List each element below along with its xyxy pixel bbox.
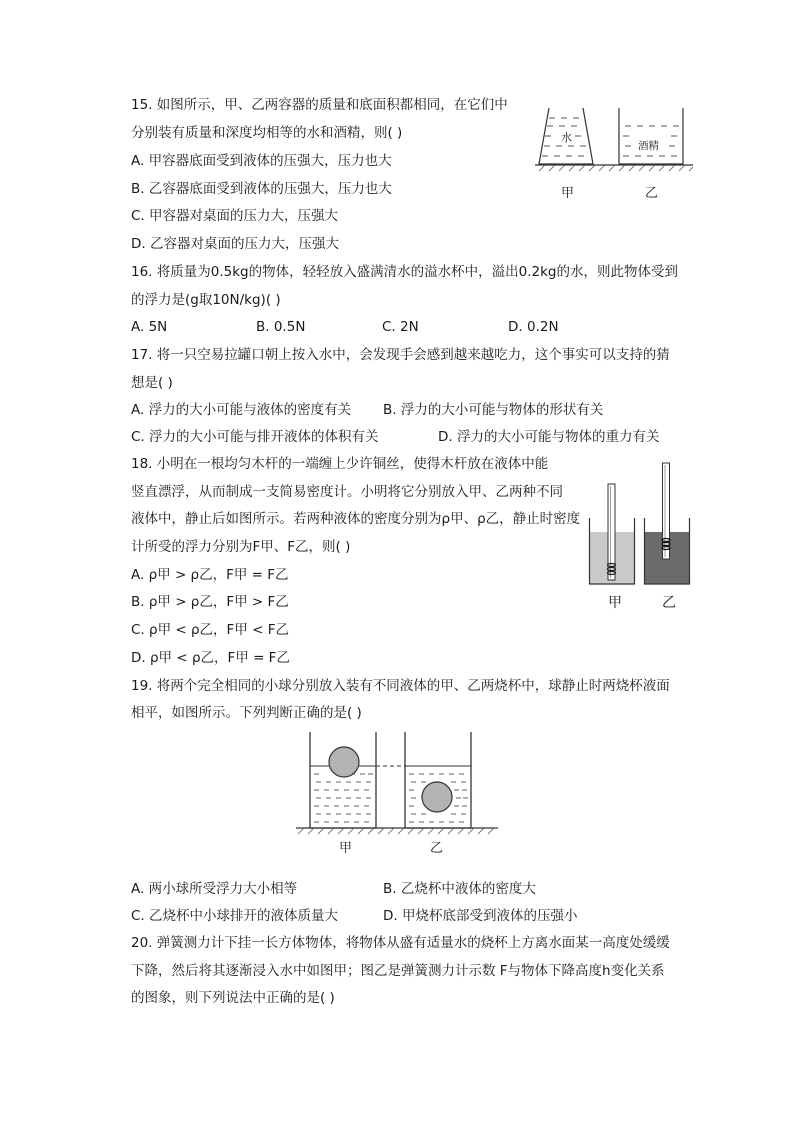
ball-yi (422, 782, 452, 812)
q18-stem-line3: 液体中，静止后如图所示。若两种液体的密度分别为ρ甲、ρ乙，静止时密度 (131, 511, 581, 527)
q19-option-b: B. 乙烧杯中液体的密度大 (383, 881, 536, 897)
q15-stem-line2: 分别装有质量和深度均相等的水和酒精，则( ) (131, 125, 403, 141)
water-label: 水 (561, 131, 572, 144)
q18-option-d: D. ρ甲 < ρ乙，F甲 = F乙 (131, 650, 290, 666)
ball-jia (329, 747, 359, 777)
q16-option-d: D. 0.2N (508, 319, 559, 335)
q16-option-c: C. 2N (382, 319, 419, 335)
q18-hydrometer-figure (584, 460, 694, 590)
q17-option-d: D. 浮力的大小可能与物体的重力有关 (438, 429, 660, 445)
q19-stem-line2: 相平，如图所示。下列判断正确的是( ) (131, 705, 362, 721)
q16-stem-line1: 16. 将质量为0.5kg的物体，轻轻放入盛满清水的溢水杯中，溢出0.2kg的水，则此物体受到 (131, 264, 678, 280)
q19-label-jia: 甲 (339, 841, 353, 856)
q18-label-yi: 乙 (662, 595, 676, 611)
q15-stem-line1: 15. 如图所示，甲、乙两容器的质量和底面积都相同，在它们中 (131, 97, 508, 113)
q15-option-b: B. 乙容器底面受到液体的压强大，压力也大 (131, 181, 392, 197)
q18-option-b: B. ρ甲 > ρ乙，F甲 > F乙 (131, 594, 289, 610)
q20-stem-line2: 下降，然后将其逐渐浸入水中如图甲；图乙是弹簧测力计示数 F与物体下降高度h变化关系 (131, 963, 665, 979)
q18-option-a: A. ρ甲 > ρ乙，F甲 = F乙 (131, 567, 289, 583)
q19-stem-line1: 19. 将两个完全相同的小球分别放入装有不同液体的甲、乙两烧杯中，球静止时两烧杯液面 (131, 678, 670, 694)
q18-stem-line1: 18. 小明在一根均匀木杆的一端缠上少许铜丝，使得木杆放在液体中能 (131, 456, 549, 472)
q18-option-c: C. ρ甲 < ρ乙，F甲 < F乙 (131, 622, 289, 638)
q20-stem-line1: 20. 弹簧测力计下挂一长方体物体，将物体从盛有适量水的烧杯上方离水面某一高度处缓缓 (131, 935, 670, 951)
q19-beakers-figure (294, 730, 500, 836)
q15-label-yi: 乙 (645, 186, 659, 201)
q15-option-d: D. 乙容器对桌面的压力大，压强大 (131, 236, 339, 252)
q15-containers-figure (535, 100, 695, 172)
q17-stem-line2: 想是( ) (131, 375, 173, 391)
q16-stem-line2: 的浮力是(g取10N/kg)( ) (131, 292, 281, 308)
q19-option-a: A. 两小球所受浮力大小相等 (131, 881, 298, 897)
q15-label-jia: 甲 (561, 186, 575, 201)
q16-option-b: B. 0.5N (256, 319, 306, 335)
q17-option-a: A. 浮力的大小可能与液体的密度有关 (131, 402, 352, 418)
q15-option-a: A. 甲容器底面受到液体的压强大，压力也大 (131, 153, 392, 169)
q17-stem-line1: 17. 将一只空易拉罐口朝上按入水中，会发现手会感到越来越吃力，这个事实可以支持的猜 (131, 347, 670, 363)
q15-option-c: C. 甲容器对桌面的压力大，压强大 (131, 208, 339, 224)
q17-option-c: C. 浮力的大小可能与排开液体的体积有关 (131, 429, 379, 445)
alcohol-label: 酒精 (638, 140, 659, 152)
q19-option-c: C. 乙烧杯中小球排开的液体质量大 (131, 908, 339, 924)
q18-stem-line2: 竖直漂浮，从而制成一支简易密度计。小明将它分别放入甲、乙两种不同 (131, 484, 563, 500)
q18-stem-line4: 计所受的浮力分别为F甲、F乙，则( ) (131, 539, 351, 555)
q19-option-d: D. 甲烧杯底部受到液体的压强小 (383, 908, 578, 924)
q19-label-yi: 乙 (430, 841, 444, 856)
q18-label-jia: 甲 (608, 595, 622, 611)
q16-option-a: A. 5N (131, 319, 168, 335)
q20-stem-line3: 的图象，则下列说法中正确的是( ) (131, 990, 335, 1006)
q17-option-b: B. 浮力的大小可能与物体的形状有关 (383, 402, 604, 418)
